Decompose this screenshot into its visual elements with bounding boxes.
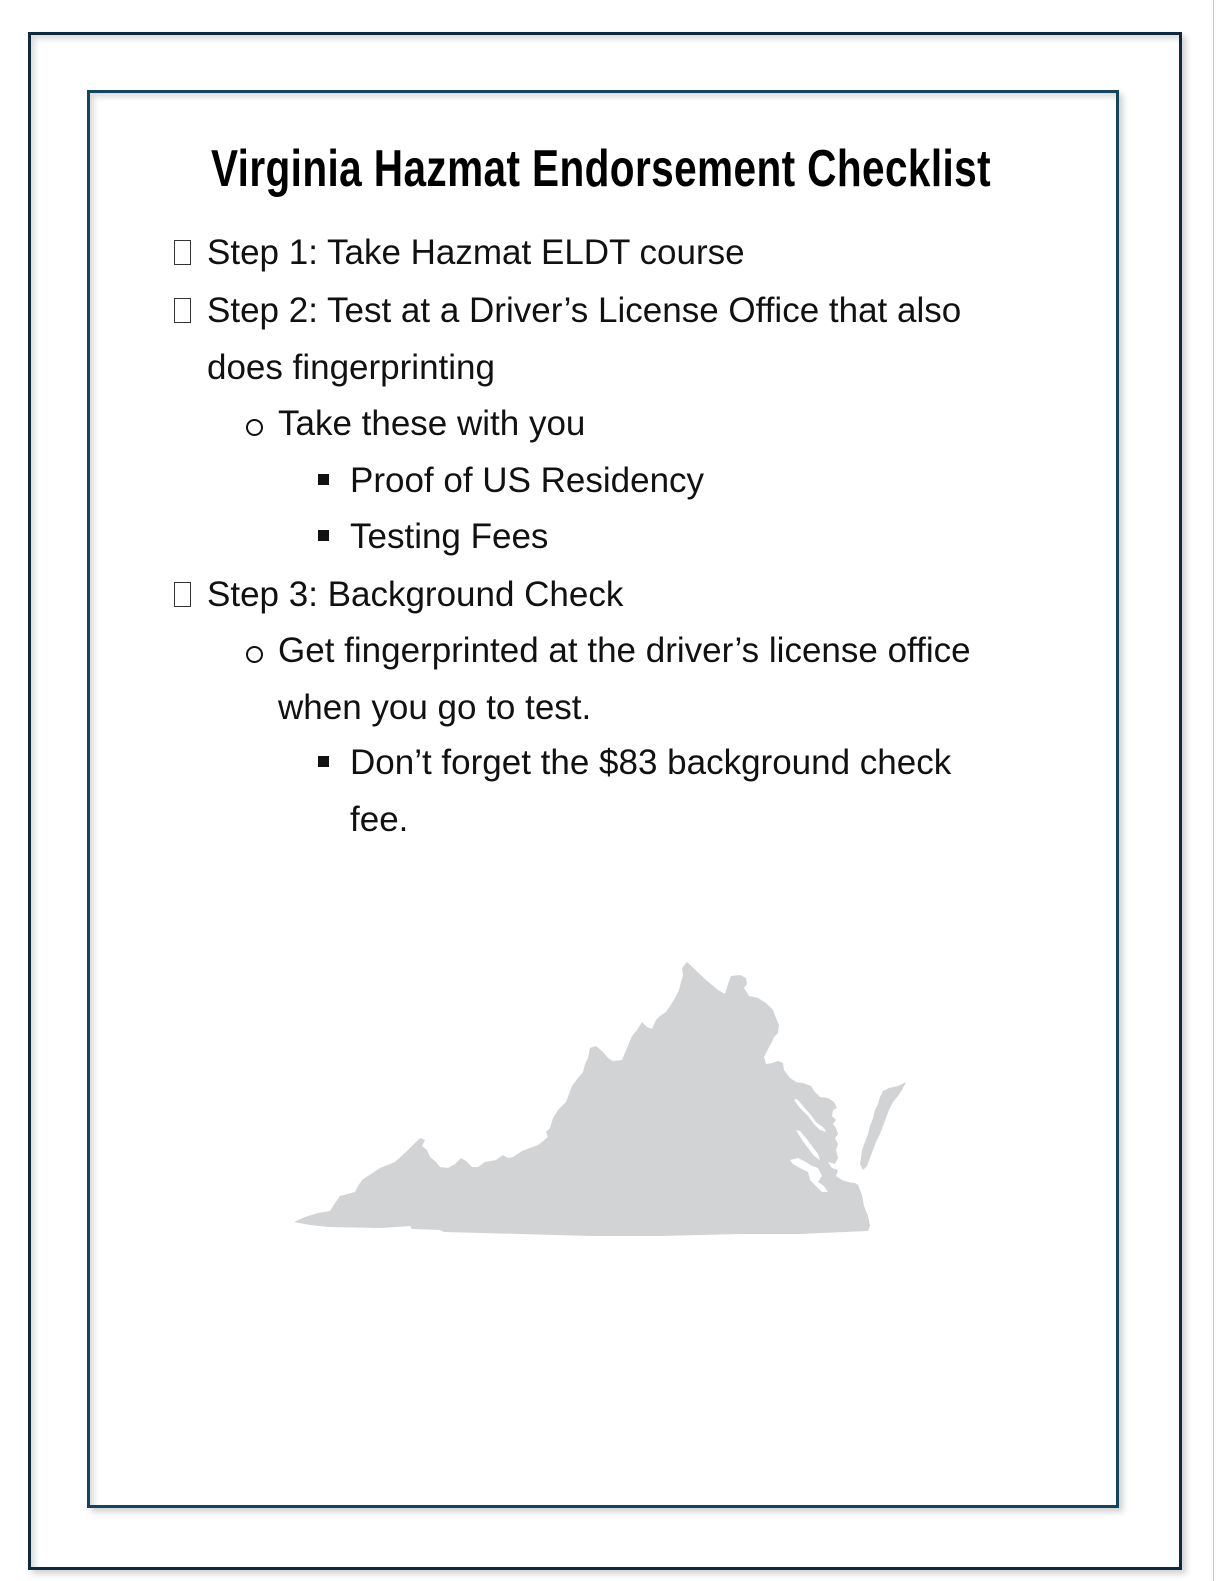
step-2-label-line2: does fingerprinting [207, 348, 495, 387]
step-2-item-testing-fees: Testing Fees [350, 517, 549, 556]
step-2-label-line1: Step 2: Test at a Driver’s License Office that also [207, 291, 962, 330]
step-2-sub-label: Take these with you [278, 404, 586, 443]
circle-bullet-icon [246, 419, 263, 436]
step-3-item-fee-line2: fee. [350, 800, 409, 839]
square-bullet-icon [318, 474, 329, 485]
circle-bullet-icon [246, 646, 263, 663]
step-3-sub-label-line1: Get fingerprinted at the driver’s license office [278, 631, 971, 670]
step-2-checkbox[interactable] [174, 298, 191, 323]
step-3-item-fee-line1: Don’t forget the $83 background check [350, 743, 952, 782]
step-3-label: Step 3: Background Check [207, 575, 624, 614]
step-1-checkbox[interactable] [174, 240, 191, 265]
step-2-item-proof-of-residency: Proof of US Residency [350, 461, 705, 500]
step-3-sub-label-line2: when you go to test. [278, 688, 592, 727]
square-bullet-icon [318, 530, 329, 541]
step-1-label: Step 1: Take Hazmat ELDT course [207, 233, 745, 272]
page-title: Virginia Hazmat Endorsement Checklist [210, 140, 992, 198]
step-3-checkbox[interactable] [174, 582, 191, 607]
square-bullet-icon [318, 756, 329, 767]
page-edge-line [1213, 0, 1214, 1581]
